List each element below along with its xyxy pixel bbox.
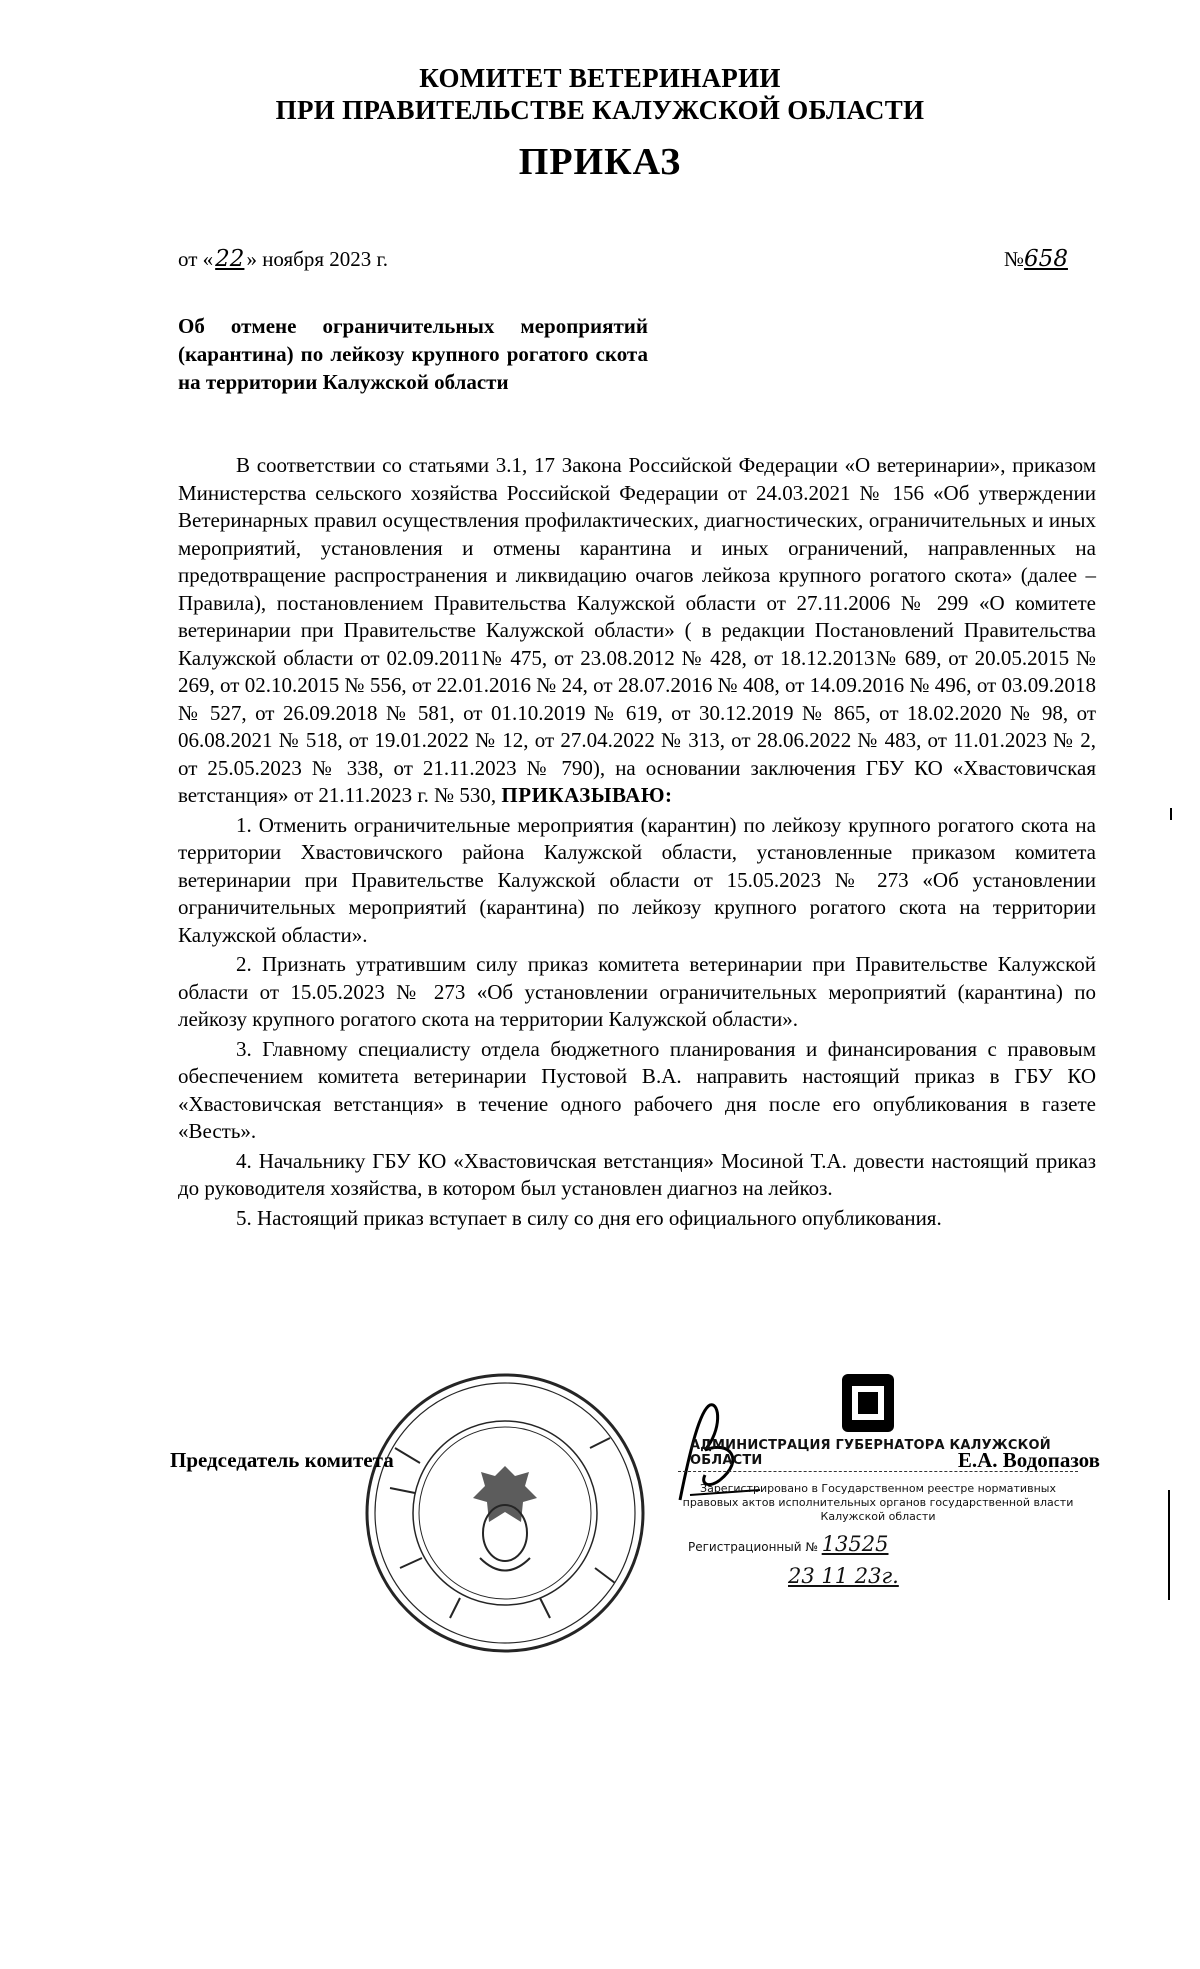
margin-bracket xyxy=(1168,1490,1174,1600)
order-item-5: 5. Настоящий приказ вступает в силу со дня его официального опубликования. xyxy=(236,1205,942,1230)
date-suffix: » ноября 2023 г. xyxy=(246,247,389,271)
number-prefix: № xyxy=(1004,247,1025,271)
signatory-name: Е.А. Водопазов xyxy=(957,1448,1100,1472)
registration-number-label: Регистрационный № xyxy=(688,1540,818,1554)
registration-number-value: 13525 xyxy=(821,1532,889,1556)
margin-mark xyxy=(1170,808,1172,820)
document-header xyxy=(0,62,1200,126)
date-prefix: от « xyxy=(178,247,214,271)
order-item-2: 2. Признать утратившим силу приказ комитета ветеринарии при Правительстве Калужской области от 15.05.2023 № 273 «Об установлении ограничительных мероприятий (карантина) по лейкозу крупного рогатого скота на территории Калужской области». xyxy=(178,952,1096,1031)
order-subject: Об отмене ограничительных мероприятий (карантина) по лейкозу крупного рогатого скота на территории Калужской области xyxy=(178,314,648,394)
registration-date-row xyxy=(678,1564,1078,1588)
official-seal-icon xyxy=(360,1368,650,1658)
date-line xyxy=(178,246,388,272)
order-item-3: 3. Главному специалисту отдела бюджетного планирования и финансирования с правовым обеспечением комитета ветеринарии Пустовой В.А. направить настоящий приказ в ГБУ КО «Хвастовичская ветстанция» в течение одного рабочего дня после его опубликования в газете «Весть». xyxy=(178,1036,1096,1143)
preamble-paragraph xyxy=(178,452,1096,810)
date-day-handwritten: 22 xyxy=(215,246,245,272)
organization-subname: ПРИ ПРАВИТЕЛЬСТВЕ КАЛУЖСКОЙ ОБЛАСТИ xyxy=(275,95,925,125)
coat-of-arms-icon xyxy=(838,1372,898,1434)
registration-date-value: 23 11 23г. xyxy=(788,1564,899,1588)
order-item-1: 1. Отменить ограничительные мероприятия (карантин) по лейкозу крупного рогатого скота на территории Хвастовичского района Калужской области, установленные приказом комитета ветеринарии при Правительстве Калужской области от 15.05.2023 № 273 «Об установлении ограничительных мероприятий (карантина) по лейкозу крупного рогатого скота на территории Калужской области». xyxy=(178,812,1096,947)
registration-number-row xyxy=(678,1532,1078,1556)
registration-stamp-title: АДМИНИСТРАЦИЯ ГУБЕРНАТОРА КАЛУЖСКОЙ ОБЛАСТИ xyxy=(678,1438,1078,1472)
order-item-4: 4. Начальнику ГБУ КО «Хвастовичская ветстанция» Мосиной Т.А. довести настоящий приказ до руководителя хозяйства, в котором был установлен диагноз на лейкоз. xyxy=(178,1148,1096,1200)
number-handwritten: 658 xyxy=(1024,246,1068,272)
document-body xyxy=(178,452,1096,1232)
organization-name: КОМИТЕТ ВЕТЕРИНАРИИ xyxy=(419,63,781,93)
document-title: ПРИКАЗ xyxy=(518,141,682,183)
registration-stamp-text: Зарегистрировано в Государственном реестре нормативных правовых актов исполнительных органов государственной власти Калужской области xyxy=(682,1482,1074,1523)
registration-stamp xyxy=(678,1438,1078,1603)
order-number xyxy=(1004,246,1068,272)
signatory-position: Председатель комитета xyxy=(170,1448,394,1472)
order-word: ПРИКАЗЫВАЮ: xyxy=(501,783,673,807)
preamble-text: В соответствии со статьями 3.1, 17 Закона Российской Федерации «О ветеринарии», приказом Министерства сельского хозяйства Российской Федерации от 24.03.2021 № 156 «Об утверждении Ветеринарных правил осуществления профилактических, диагностических, ограничительных и иных мероприятий, установления и отмены карантина и иных ограничений, направленных на предотвращение распространения и ликвидацию очагов лейкоза крупного рогатого скота» (далее – Правила), постановлением Правительства Калужской области от 27.11.2006 № 299 «О комитете ветеринарии при Правительстве Калужской области» ( в редакции Постановлений Правительства Калужской области от 02.09.2011№ 475, от 23.08.2012 № 428, от 18.12.2013№ 689, от 20.05.2015 № 269, от 02.10.2015 № 556, от 22.01.2016 № 24, от 28.07.2016 № 408, от 14.09.2016 № 496, от 03.09.2018 № 527, от 26.09.2018 № 581, от 01.10.2019 № 619, от 30.12.2019 № 865, от 18.02.2020 № 98, от 06.08.2021 № 518, от 19.01.2022 № 12, от 27.04.2022 № 313, от 28.06.2022 № 483, от 11.01.2023 № 2, от 25.05.2023 № 338, от 21.11.2023 № 790), на основании заключения ГБУ КО «Хвастовичская ветстанция» от 21.11.2023 г. № 530, xyxy=(178,453,1096,807)
